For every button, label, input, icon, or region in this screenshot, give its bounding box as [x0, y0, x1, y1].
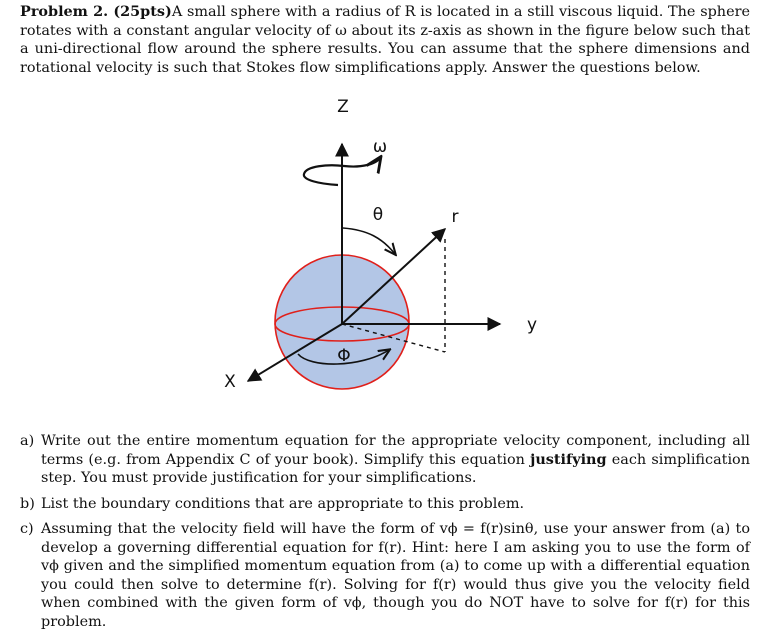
- problem-text: A small sphere with a radius of R is located in a still viscous liquid. The sphere rotates with a constant angular velocity of ω about its z-axis as shown in the figure below such that a uni-directional flow around the sphere results. You can assume that the sphere dimensions and rotational velocity is such that Stokes flow simplifications apply. Answer the questions below.: [20, 4, 750, 76]
- sphere-figure: [210, 92, 550, 397]
- question-a-letter: a): [20, 433, 35, 449]
- question-b-letter: b): [20, 495, 35, 512]
- theta-arc: [343, 228, 395, 254]
- question-a: [20, 432, 750, 488]
- sphere-diagram-svg: [210, 92, 550, 397]
- question-c-text: Assuming that the velocity field will have the form of vϕ = f(r)sinθ, use your answer from (a) to develop a governing differential equation for f(r). Hint: here I am asking you to use the form of vϕ given and the simplified momentum equation from (a) to come up with a differential equation you could then solve to determine f(r). Solving for f(r) would thus give you the velocity field when combined with the given form of vϕ, though you do NOT have to solve for f(r) for this problem.: [41, 521, 750, 630]
- question-b: [20, 495, 750, 514]
- question-a-text-start: Write out the entire momentum equation for the appropriate velocity component, including all terms (e.g. from Appendix C of your book). Simplify this equation: [41, 433, 750, 468]
- r-label: r: [451, 207, 459, 227]
- question-a-emphasis: justifying: [530, 450, 607, 468]
- x-label: X: [224, 372, 236, 392]
- problem-statement: [20, 3, 750, 77]
- question-a-text-end: each simplification step. You must provide justification for your simplifications.: [41, 451, 750, 486]
- omega-label: ω: [372, 137, 388, 157]
- theta-label: θ: [372, 205, 384, 225]
- question-list: [20, 432, 750, 638]
- problem-title: Problem 2. (25pts): [20, 3, 172, 20]
- phi-label: Φ: [337, 346, 351, 366]
- question-b-text: List the boundary conditions that are appropriate to this problem.: [41, 495, 525, 512]
- question-c-letter: c): [20, 521, 34, 537]
- question-c: [20, 520, 750, 631]
- z-label: Z: [337, 97, 349, 117]
- y-label: y: [526, 315, 538, 335]
